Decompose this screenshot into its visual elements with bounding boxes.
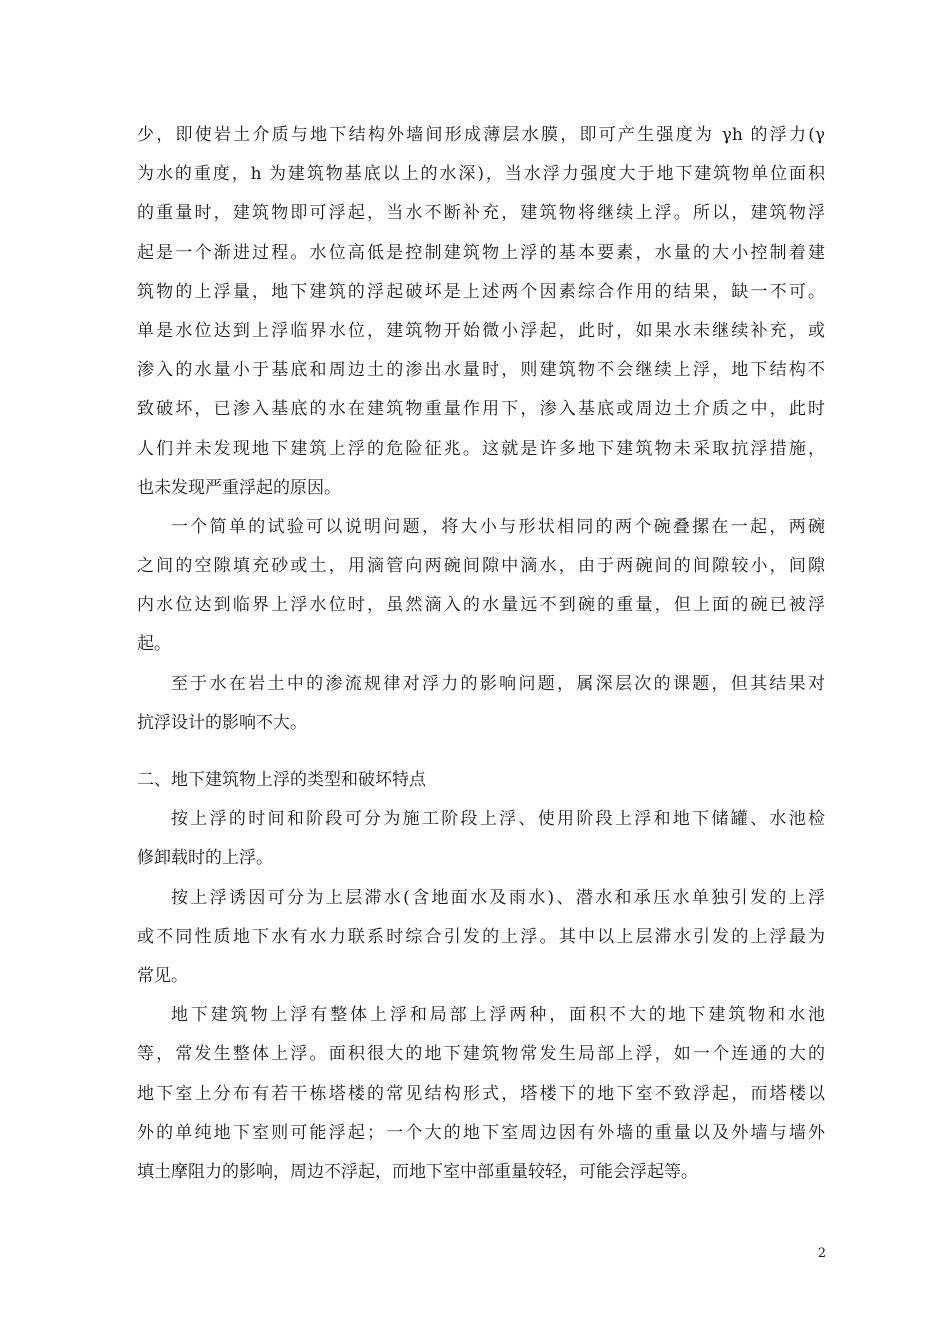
text-line: 地下室上分布有若干栋塔楼的常见结构形式，塔楼下的地下室不致浮起，而塔楼以 [137,1083,825,1104]
page-number: 2 [817,1246,826,1261]
text-line: 起。 [137,634,171,655]
text-line: 地下建筑物上浮有整体上浮和局部上浮两种，面积不大的地下建筑物和水池 [171,1005,825,1026]
text-line: 致破坏，已渗入基底的水在建筑物重量作用下，渗入基底或周边土介质之中，此时 [137,399,825,420]
paragraph [137,508,825,665]
text-line: 筑物的上浮量，地下建筑的浮起破坏是上述两个因素综合作用的结果，缺一不可。 [137,281,825,302]
text-line: 按上浮的时间和阶段可分为施工阶段上浮、使用阶段上浮和地下储罐、水池检 [171,809,825,830]
text-line: 或不同性质地下水有水力联系时综合引发的上浮。其中以上层滞水引发的上浮最为 [137,926,825,947]
text-line: 起是一个渐进过程。水位高低是控制建筑物上浮的基本要素，水量的大小控制着建 [137,242,825,263]
text-line: 外的单纯地下室则可能浮起；一个大的地下室周边因有外墙的重量以及外墙与墙外 [137,1122,825,1143]
text-line: 抗浮设计的影响不大。 [137,712,307,733]
paragraph [137,665,825,743]
text-line: 修卸载时的上浮。 [137,848,273,869]
text-line: 一个简单的试验可以说明问题，将大小与形状相同的两个碗叠摞在一起，两碗 [171,516,825,537]
paragraph [137,116,825,508]
text-line: 内水位达到临界上浮水位时，虽然滴入的水量远不到碗的重量，但上面的碗已被浮 [137,595,825,616]
paragraph [137,879,825,997]
document-body [137,116,825,1192]
text-line: 也未发现严重浮起的原因。 [137,477,341,498]
text-line: 的重量时，建筑物即可浮起，当水不断补充，建筑物将继续上浮。所以，建筑物浮 [137,203,825,224]
text-line: 渗入的水量小于基底和周边土的渗出水量时，则建筑物不会继续上浮，地下结构不 [137,360,825,381]
text-line: 按上浮诱因可分为上层滞水(含地面水及雨水)、潜水和承压水单独引发的上浮 [171,887,825,908]
paragraph [137,996,825,1192]
text-line: 之间的空隙填充砂或土，用滴管向两碗间隙中滴水，由于两碗间的间隙较小，间隙 [137,556,825,577]
text-line: 人们并未发现地下建筑上浮的危险征兆。这就是许多地下建筑物未采取抗浮措施， [137,438,825,459]
text-line: 单是水位达到上浮临界水位，建筑物开始微小浮起，此时，如果水未继续补充，或 [137,320,825,341]
text-line: 少，即使岩土介质与地下结构外墙间形成薄层水膜，即可产生强度为 γh 的浮力(γ [137,125,825,145]
text-line: 为水的重度，h 为建筑物基底以上的水深)，当水浮力强度大于地下建筑物单位面积 [137,164,825,185]
text-line: 常见。 [137,965,188,986]
paragraph [137,800,825,878]
section-heading: 二、地下建筑物上浮的类型和破坏特点 [137,770,426,790]
section-gap [137,743,825,761]
text-line: 填土摩阻力的影响，周边不浮起，而地下室中部重量较轻，可能会浮起等。 [137,1161,698,1182]
text-line: 等，常发生整体上浮。面积很大的地下建筑物常发生局部上浮，如一个连通的大的 [137,1044,825,1065]
text-line: 至于水在岩土中的渗流规律对浮力的影响问题，属深层次的课题，但其结果对 [171,673,825,694]
